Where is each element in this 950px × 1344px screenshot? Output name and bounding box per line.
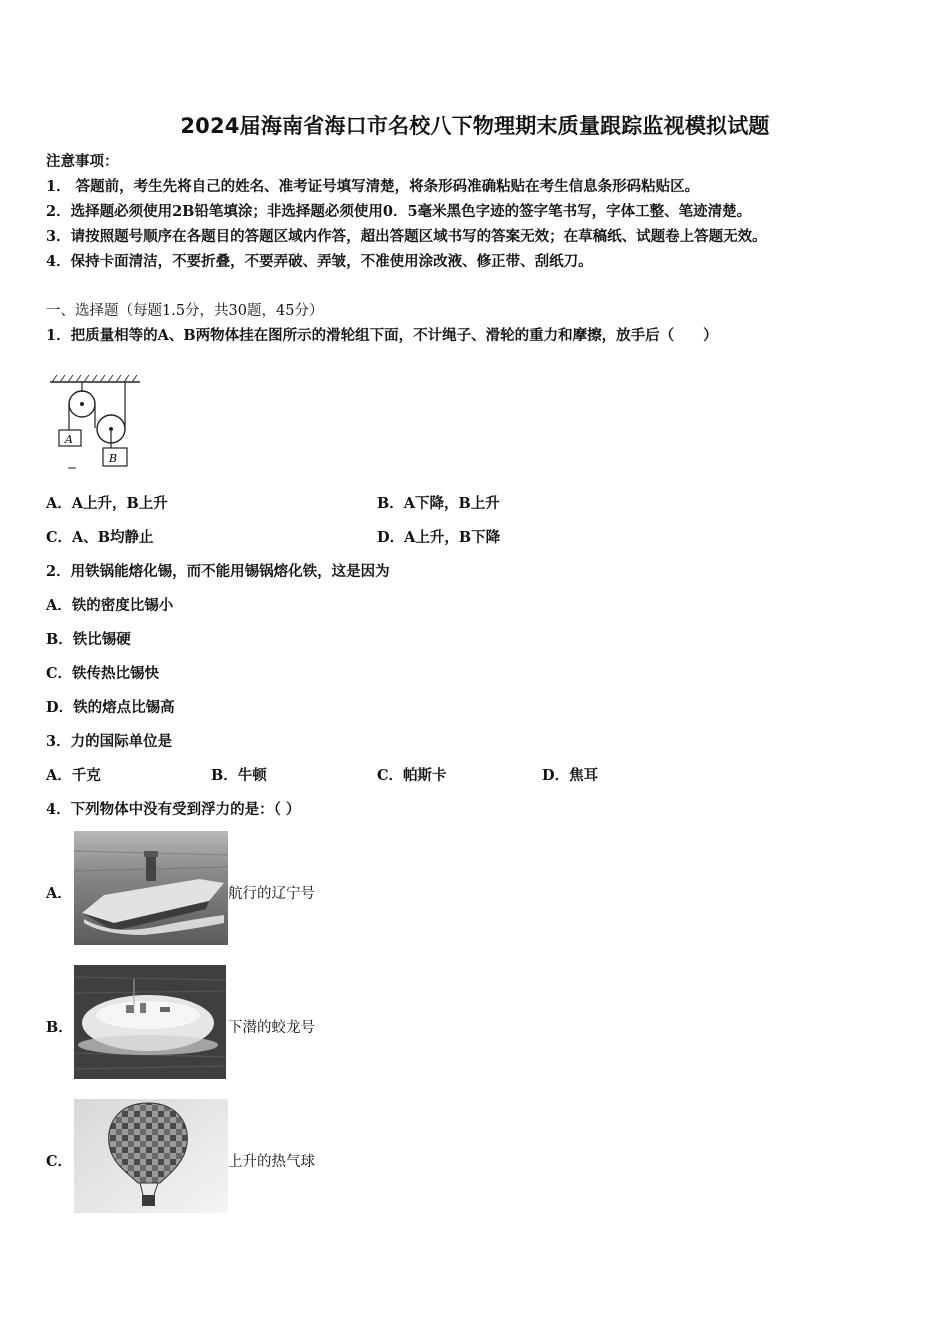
notice-item-4: 4．保持卡面清洁，不要折叠，不要弄破、弄皱，不准使用涂改液、修正带、刮纸刀。 xyxy=(46,253,593,270)
block-b-label: B xyxy=(109,452,118,465)
q3-option-a: A．千克 xyxy=(46,767,101,784)
notice-item-3: 3．请按照题号顺序在各题目的答题区域内作答，超出答题区域书写的答案无效；在草稿纸、试题卷上答题无效。 xyxy=(46,228,767,245)
q3-option-b: B．牛顿 xyxy=(211,767,267,784)
hot-air-balloon-photo xyxy=(74,1099,228,1213)
q3-option-c: C．帕斯卡 xyxy=(377,767,447,784)
pulley-diagram xyxy=(48,372,144,472)
page-title: 2024届海南省海口市名校八下物理期末质量跟踪监视模拟试题 xyxy=(180,114,770,138)
q4-stem: 4．下列物体中没有受到浮力的是：（ ） xyxy=(46,801,301,818)
q1-option-a: A．A上升，B上升 xyxy=(46,495,168,512)
q2-option-d: D．铁的熔点比锡高 xyxy=(46,699,175,716)
q4-option-b-letter: B． xyxy=(46,1019,73,1036)
q2-option-b: B．铁比锡硬 xyxy=(46,631,131,648)
q3-option-d: D．焦耳 xyxy=(542,767,599,784)
aircraft-carrier-photo xyxy=(74,831,228,945)
notice-heading: 注意事项： xyxy=(46,153,119,170)
q2-stem: 2．用铁锅能熔化锡，而不能用锡锅熔化铁，这是因为 xyxy=(46,563,390,580)
q4-option-a-text: 航行的辽宁号 xyxy=(228,886,315,902)
q2-option-a: A．铁的密度比锡小 xyxy=(46,597,174,614)
block-a-label: A xyxy=(65,433,73,446)
notice-item-1: 1． 答题前，考生先将自己的姓名、准考证号填写清楚，将条形码准确粘贴在考生信息条形码粘贴区。 xyxy=(46,178,700,195)
section-heading: 一、选择题（每题1.5分，共30题，45分） xyxy=(46,303,324,319)
q4-option-c-text: 上升的热气球 xyxy=(228,1154,315,1170)
q3-stem: 3．力的国际单位是 xyxy=(46,733,173,750)
q4-option-b-text: 下潜的蛟龙号 xyxy=(228,1020,315,1036)
q1-stem: 1．把质量相等的A、B两物体挂在图所示的滑轮组下面，不计绳子、滑轮的重力和摩擦，放手后（ ） xyxy=(46,327,718,344)
notice-item-2: 2．选择题必须使用2B铅笔填涂；非选择题必须使用0．5毫米黑色字迹的签字笔书写，字体工整、笔迹清楚。 xyxy=(46,203,752,220)
q2-option-c: C．铁传热比锡快 xyxy=(46,665,160,682)
q1-option-c: C．A、B均静止 xyxy=(46,529,154,546)
submersible-photo xyxy=(74,965,226,1079)
q4-option-c-letter: C． xyxy=(46,1153,73,1170)
q1-option-d: D．A上升，B下降 xyxy=(377,529,501,546)
q4-option-a-letter: A． xyxy=(46,885,72,902)
q1-option-b: B．A下降，B上升 xyxy=(377,495,500,512)
